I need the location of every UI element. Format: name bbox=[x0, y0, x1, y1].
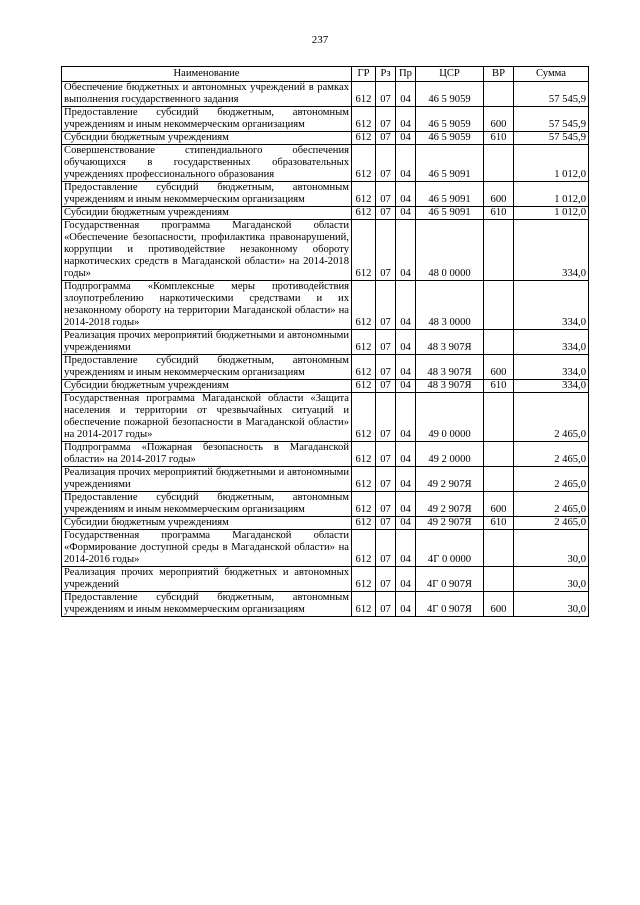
header-pr: Пр bbox=[396, 67, 416, 82]
cell-vr: 610 bbox=[484, 380, 514, 393]
cell-sum: 2 465,0 bbox=[514, 467, 589, 492]
cell-vr: 600 bbox=[484, 182, 514, 207]
table-row bbox=[62, 530, 589, 567]
table-row bbox=[62, 393, 589, 442]
cell-name: Государственная программа Магаданской области «Обеспечение безопасности, профилактика правонарушений, коррупции и противодействие незаконному обороту наркотических средств в Магаданской области» на 2014-2018 годы» bbox=[62, 220, 352, 281]
cell-pr: 04 bbox=[396, 281, 416, 330]
cell-rz: 07 bbox=[376, 330, 396, 355]
cell-csr: 46 5 9059 bbox=[416, 107, 484, 132]
table-row bbox=[62, 355, 589, 380]
cell-vr: 600 bbox=[484, 592, 514, 617]
cell-gr: 612 bbox=[352, 393, 376, 442]
cell-name: Совершенствование стипендиального обеспечения обучающихся в государственных образовательных учреждениях профессионального образования bbox=[62, 145, 352, 182]
cell-vr: 610 bbox=[484, 132, 514, 145]
table-row bbox=[62, 330, 589, 355]
cell-pr: 04 bbox=[396, 220, 416, 281]
cell-sum: 334,0 bbox=[514, 380, 589, 393]
cell-sum: 1 012,0 bbox=[514, 182, 589, 207]
table-row bbox=[62, 592, 589, 617]
cell-pr: 04 bbox=[396, 207, 416, 220]
cell-name: Субсидии бюджетным учреждениям bbox=[62, 132, 352, 145]
cell-pr: 04 bbox=[396, 467, 416, 492]
cell-sum: 2 465,0 bbox=[514, 442, 589, 467]
cell-csr: 4Г 0 907Я bbox=[416, 592, 484, 617]
cell-csr: 46 5 9091 bbox=[416, 182, 484, 207]
cell-gr: 612 bbox=[352, 330, 376, 355]
cell-gr: 612 bbox=[352, 207, 376, 220]
cell-sum: 2 465,0 bbox=[514, 393, 589, 442]
table-row bbox=[62, 107, 589, 132]
table-row bbox=[62, 567, 589, 592]
table-row bbox=[62, 132, 589, 145]
cell-pr: 04 bbox=[396, 592, 416, 617]
cell-pr: 04 bbox=[396, 393, 416, 442]
cell-name: Субсидии бюджетным учреждениям bbox=[62, 380, 352, 393]
cell-sum: 1 012,0 bbox=[514, 145, 589, 182]
cell-sum: 334,0 bbox=[514, 220, 589, 281]
cell-name: Государственная программа Магаданской области «Защита населения и территории от чрезвычайных ситуаций и обеспечение пожарной безопасности в Магаданской области» на 2014-2017 годы» bbox=[62, 393, 352, 442]
cell-pr: 04 bbox=[396, 442, 416, 467]
cell-rz: 07 bbox=[376, 567, 396, 592]
cell-sum: 57 545,9 bbox=[514, 107, 589, 132]
cell-vr: 600 bbox=[484, 355, 514, 380]
cell-sum: 334,0 bbox=[514, 330, 589, 355]
cell-rz: 07 bbox=[376, 145, 396, 182]
table-header bbox=[62, 67, 589, 82]
table-row bbox=[62, 145, 589, 182]
cell-rz: 07 bbox=[376, 380, 396, 393]
cell-rz: 07 bbox=[376, 530, 396, 567]
cell-csr: 4Г 0 0000 bbox=[416, 530, 484, 567]
cell-vr: 600 bbox=[484, 492, 514, 517]
cell-vr bbox=[484, 567, 514, 592]
cell-rz: 07 bbox=[376, 442, 396, 467]
budget-table bbox=[61, 66, 589, 617]
table-row bbox=[62, 380, 589, 393]
cell-rz: 07 bbox=[376, 82, 396, 107]
table-row bbox=[62, 82, 589, 107]
cell-rz: 07 bbox=[376, 592, 396, 617]
cell-rz: 07 bbox=[376, 281, 396, 330]
header-rz: Рз bbox=[376, 67, 396, 82]
cell-pr: 04 bbox=[396, 145, 416, 182]
table-row bbox=[62, 220, 589, 281]
cell-rz: 07 bbox=[376, 132, 396, 145]
cell-rz: 07 bbox=[376, 492, 396, 517]
cell-vr bbox=[484, 82, 514, 107]
cell-rz: 07 bbox=[376, 207, 396, 220]
table-body bbox=[62, 82, 589, 617]
cell-name: Предоставление субсидий бюджетным, автономным учреждениям и иным некоммерческим организациям bbox=[62, 182, 352, 207]
cell-csr: 49 2 907Я bbox=[416, 467, 484, 492]
header-csr: ЦСР bbox=[416, 67, 484, 82]
cell-csr: 46 5 9059 bbox=[416, 82, 484, 107]
cell-name: Предоставление субсидий бюджетным, автономным учреждениям и иным некоммерческим организациям bbox=[62, 592, 352, 617]
cell-name: Предоставление субсидий бюджетным, автономным учреждениям и иным некоммерческим организациям bbox=[62, 355, 352, 380]
cell-rz: 07 bbox=[376, 517, 396, 530]
cell-name: Предоставление субсидий бюджетным, автономным учреждениям и иным некоммерческим организациям bbox=[62, 492, 352, 517]
cell-rz: 07 bbox=[376, 467, 396, 492]
table-row bbox=[62, 442, 589, 467]
cell-vr bbox=[484, 145, 514, 182]
cell-sum: 30,0 bbox=[514, 530, 589, 567]
cell-vr bbox=[484, 220, 514, 281]
cell-pr: 04 bbox=[396, 82, 416, 107]
cell-csr: 4Г 0 907Я bbox=[416, 567, 484, 592]
cell-rz: 07 bbox=[376, 107, 396, 132]
cell-vr bbox=[484, 393, 514, 442]
header-gr: ГР bbox=[352, 67, 376, 82]
cell-csr: 49 0 0000 bbox=[416, 393, 484, 442]
cell-name: Подпрограмма «Пожарная безопасность в Магаданской области» на 2014-2017 годы» bbox=[62, 442, 352, 467]
cell-sum: 30,0 bbox=[514, 567, 589, 592]
page-number: 237 bbox=[311, 34, 329, 46]
cell-pr: 04 bbox=[396, 107, 416, 132]
cell-gr: 612 bbox=[352, 107, 376, 132]
table-row bbox=[62, 207, 589, 220]
cell-rz: 07 bbox=[376, 182, 396, 207]
cell-csr: 48 3 0000 bbox=[416, 281, 484, 330]
cell-gr: 612 bbox=[352, 442, 376, 467]
cell-csr: 46 5 9059 bbox=[416, 132, 484, 145]
cell-gr: 612 bbox=[352, 145, 376, 182]
cell-vr bbox=[484, 281, 514, 330]
table-row bbox=[62, 492, 589, 517]
table-row bbox=[62, 281, 589, 330]
cell-rz: 07 bbox=[376, 355, 396, 380]
cell-pr: 04 bbox=[396, 355, 416, 380]
cell-gr: 612 bbox=[352, 592, 376, 617]
cell-vr bbox=[484, 330, 514, 355]
cell-gr: 612 bbox=[352, 492, 376, 517]
cell-csr: 48 3 907Я bbox=[416, 355, 484, 380]
cell-name: Обеспечение бюджетных и автономных учреждений в рамках выполнения государственного задания bbox=[62, 82, 352, 107]
cell-sum: 57 545,9 bbox=[514, 132, 589, 145]
cell-name: Реализация прочих мероприятий бюджетными и автономными учреждениями bbox=[62, 467, 352, 492]
cell-pr: 04 bbox=[396, 530, 416, 567]
cell-csr: 46 5 9091 bbox=[416, 145, 484, 182]
cell-name: Субсидии бюджетным учреждениям bbox=[62, 207, 352, 220]
cell-csr: 48 0 0000 bbox=[416, 220, 484, 281]
header-name: Наименование bbox=[62, 67, 352, 82]
cell-name: Государственная программа Магаданской области «Формирование доступной среды в Магаданской области» на 2014-2016 годы» bbox=[62, 530, 352, 567]
table-row bbox=[62, 182, 589, 207]
cell-pr: 04 bbox=[396, 330, 416, 355]
cell-name: Подпрограмма «Комплексные меры противодействия злоупотреблению наркотическими средствами и их незаконному обороту на территории Магаданской области» на 2014-2018 годы» bbox=[62, 281, 352, 330]
cell-name: Реализация прочих мероприятий бюджетными и автономными учреждениями bbox=[62, 330, 352, 355]
cell-pr: 04 bbox=[396, 567, 416, 592]
cell-sum: 57 545,9 bbox=[514, 82, 589, 107]
cell-name: Субсидии бюджетным учреждениям bbox=[62, 517, 352, 530]
cell-gr: 612 bbox=[352, 517, 376, 530]
cell-vr: 610 bbox=[484, 517, 514, 530]
cell-name: Реализация прочих мероприятий бюджетных и автономных учреждений bbox=[62, 567, 352, 592]
cell-gr: 612 bbox=[352, 82, 376, 107]
cell-sum: 334,0 bbox=[514, 355, 589, 380]
cell-sum: 334,0 bbox=[514, 281, 589, 330]
cell-csr: 48 3 907Я bbox=[416, 380, 484, 393]
header-vr: ВР bbox=[484, 67, 514, 82]
cell-pr: 04 bbox=[396, 380, 416, 393]
cell-csr: 46 5 9091 bbox=[416, 207, 484, 220]
cell-sum: 1 012,0 bbox=[514, 207, 589, 220]
cell-rz: 07 bbox=[376, 393, 396, 442]
cell-pr: 04 bbox=[396, 517, 416, 530]
cell-sum: 2 465,0 bbox=[514, 517, 589, 530]
cell-gr: 612 bbox=[352, 132, 376, 145]
cell-gr: 612 bbox=[352, 467, 376, 492]
cell-gr: 612 bbox=[352, 281, 376, 330]
table-row bbox=[62, 517, 589, 530]
cell-rz: 07 bbox=[376, 220, 396, 281]
cell-vr: 600 bbox=[484, 107, 514, 132]
header-sum: Сумма bbox=[514, 67, 589, 82]
table-row bbox=[62, 467, 589, 492]
cell-gr: 612 bbox=[352, 220, 376, 281]
cell-csr: 48 3 907Я bbox=[416, 330, 484, 355]
cell-pr: 04 bbox=[396, 132, 416, 145]
cell-sum: 30,0 bbox=[514, 592, 589, 617]
cell-gr: 612 bbox=[352, 530, 376, 567]
cell-vr bbox=[484, 530, 514, 567]
cell-vr bbox=[484, 442, 514, 467]
cell-gr: 612 bbox=[352, 355, 376, 380]
cell-csr: 49 2 907Я bbox=[416, 492, 484, 517]
cell-name: Предоставление субсидий бюджетным, автономным учреждениям и иным некоммерческим организациям bbox=[62, 107, 352, 132]
cell-csr: 49 2 0000 bbox=[416, 442, 484, 467]
cell-vr: 610 bbox=[484, 207, 514, 220]
cell-pr: 04 bbox=[396, 182, 416, 207]
cell-pr: 04 bbox=[396, 492, 416, 517]
cell-csr: 49 2 907Я bbox=[416, 517, 484, 530]
cell-gr: 612 bbox=[352, 380, 376, 393]
cell-sum: 2 465,0 bbox=[514, 492, 589, 517]
cell-gr: 612 bbox=[352, 182, 376, 207]
cell-gr: 612 bbox=[352, 567, 376, 592]
cell-vr bbox=[484, 467, 514, 492]
